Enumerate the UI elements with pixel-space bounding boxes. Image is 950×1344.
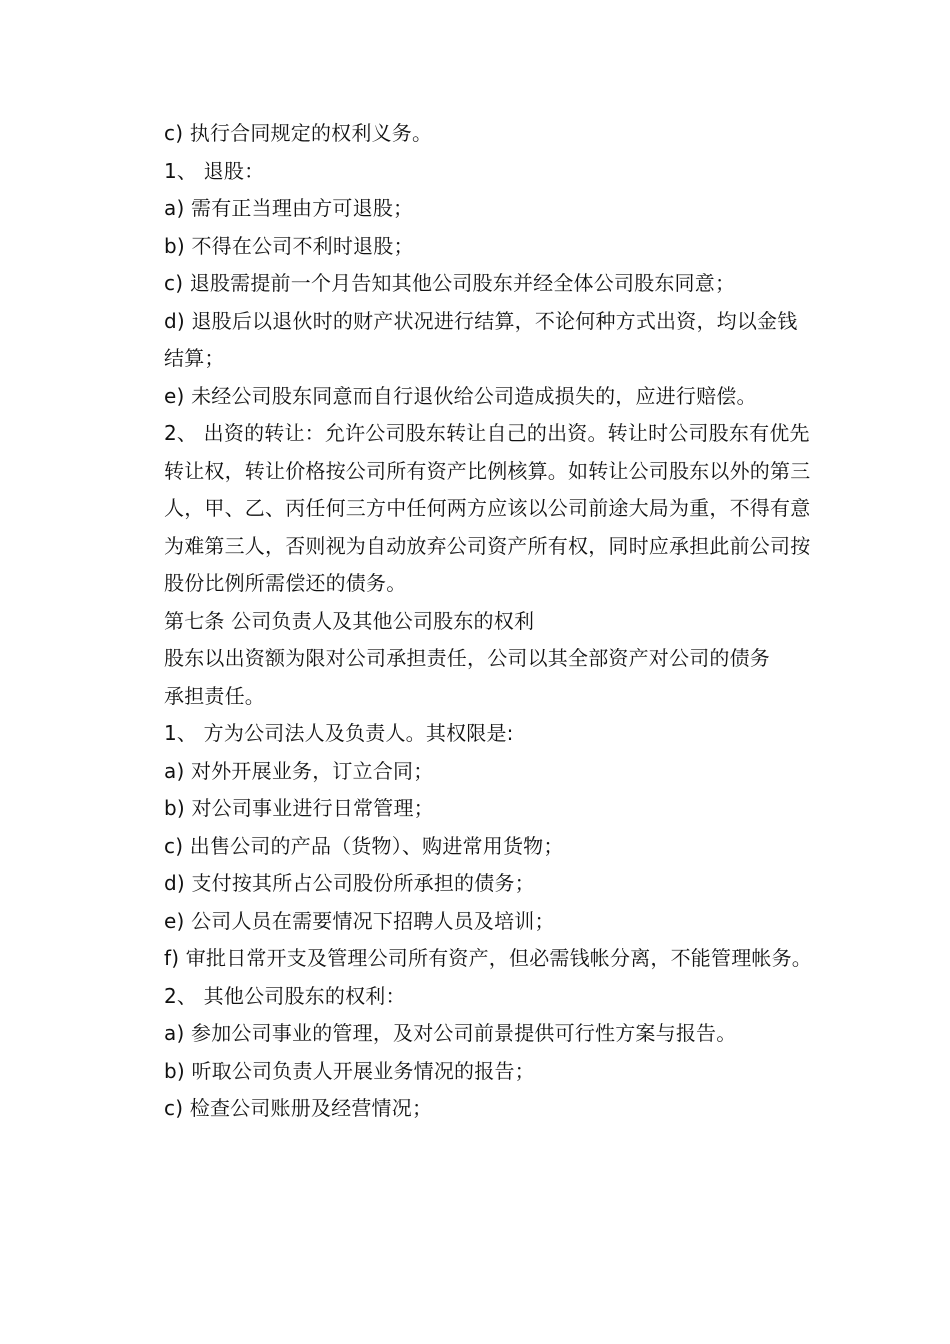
paragraph-line: 承担责任。 [164, 683, 265, 708]
paragraph-line: a) 对外开展业务，订立合同； [164, 758, 434, 783]
paragraph-line: 1、 方为公司法人及负责人。其权限是: [164, 721, 514, 745]
paragraph-line: f) 审批日常开支及管理公司所有资产，但必需钱帐分离，不能管理帐务。 [164, 946, 813, 970]
paragraph-line: c) 退股需提前一个月告知其他公司股东并经全体公司股东同意； [164, 271, 736, 295]
paragraph-line: c) 出售公司的产品（货物）、购进常用货物； [164, 833, 564, 858]
paragraph-line: c) 检查公司账册及经营情况； [164, 1096, 433, 1120]
paragraph-line: 1、 退股： [164, 158, 265, 183]
paragraph-line: 股东以出资额为限对公司承担责任，公司以其全部资产对公司的债务 [164, 646, 770, 670]
paragraph-line: d) 退股后以退伙时的财产状况进行结算，不论何种方式出资，均以金钱结算； [164, 308, 798, 370]
paragraph-line: a) 参加公司事业的管理，及对公司前景提供可行性方案与报告。 [164, 1021, 737, 1045]
paragraph-line: b) 对公司事业进行日常管理； [164, 796, 434, 820]
paragraph-line: a) 需有正当理由方可退股； [164, 196, 414, 220]
section-heading: 第七条 公司负责人及其他公司股东的权利 [164, 608, 535, 633]
paragraph-line: d) 支付按其所占公司股份所承担的债务； [164, 871, 535, 895]
paragraph-line: e) 未经公司股东同意而自行退伙给公司造成损失的，应进行赔偿。 [164, 383, 757, 408]
paragraph-line: c) 执行合同规定的权利义务。 [164, 121, 433, 145]
paragraph-line: e) 公司人员在需要情况下招聘人员及培训； [164, 908, 555, 933]
paragraph-line: b) 不得在公司不利时退股； [164, 233, 414, 258]
paragraph-line: b) 听取公司负责人开展业务情况的报告； [164, 1058, 535, 1083]
paragraph-line: 2、 其他公司股东的权利： [164, 983, 406, 1008]
paragraph-line: 2、 出资的转让：允许公司股东转让自己的出资。转让时公司股东有优先转让权，转让价格按公司所有资产比例核算。如转让公司股东以外的第三人，甲、乙、丙任何三方中任何两方应该以公司前途大局为重，不得有意为难第三人，否则视为自动放弃公司资产所有权，同时应承担此前公司按股份比例所需偿还的债务。 [164, 421, 811, 595]
document-body [146, 115, 816, 1128]
